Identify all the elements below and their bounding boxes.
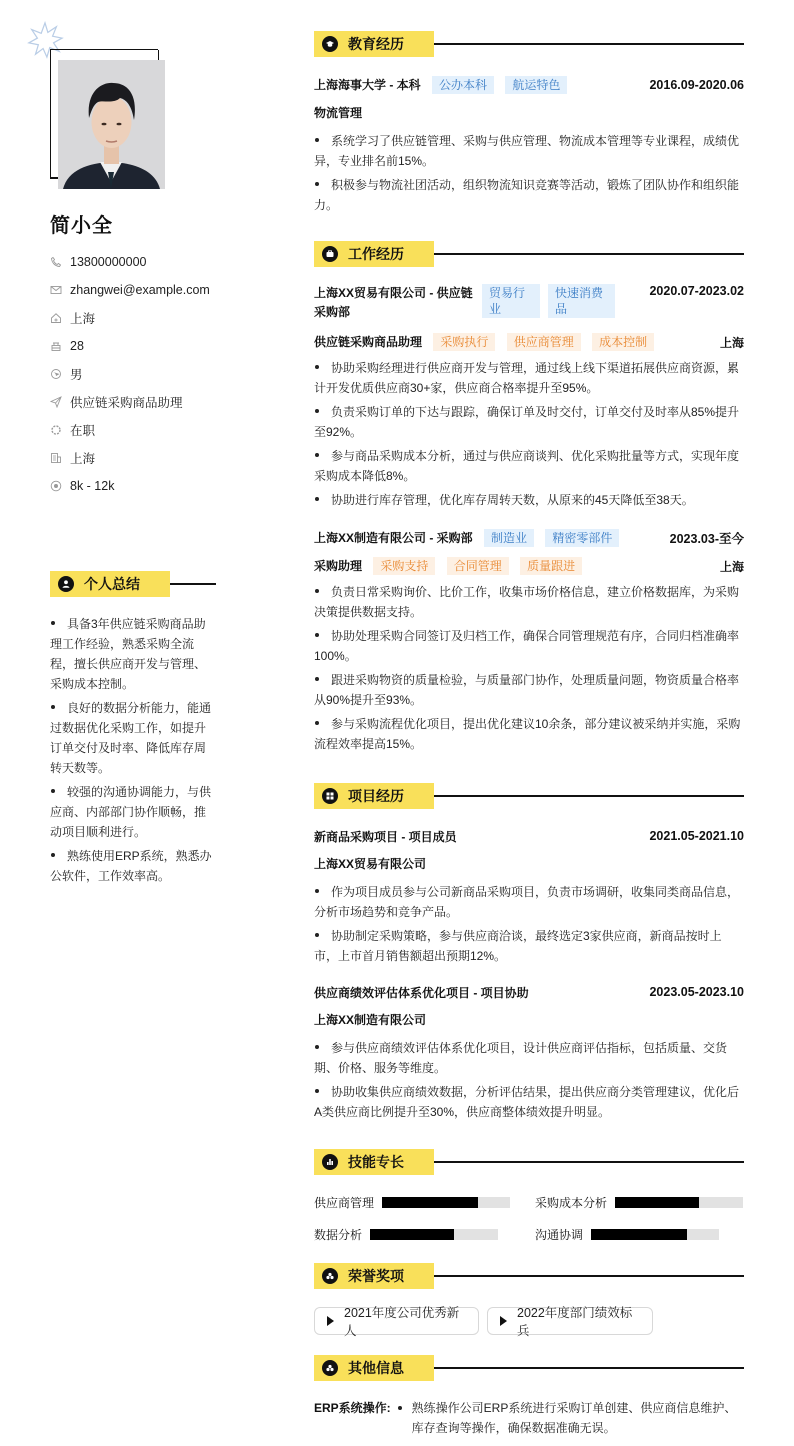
industry-tag: 贸易行业 (482, 284, 540, 318)
section-tag (314, 241, 434, 267)
other-label: ERP系统操作: (314, 1401, 391, 1415)
skill-name: 采购成本分析 (535, 1196, 608, 1210)
section-header-other (314, 1355, 744, 1381)
section-title: 荣誉奖项 (348, 1268, 404, 1284)
section-title: 其他信息 (348, 1360, 404, 1376)
info-phone (50, 248, 210, 276)
section-header-summary (50, 571, 216, 597)
skill-bar (370, 1229, 498, 1240)
award-icon (322, 1268, 338, 1284)
education-entry (314, 75, 744, 219)
job-city: 上海 (719, 335, 744, 350)
job-role: 供应链采购商品助理 (314, 335, 423, 349)
work-bullet: 协助进行库存管理，优化库存周转天数，从原来的45天降低至38天。 (314, 490, 744, 510)
section-divider (434, 795, 744, 796)
award-item (487, 1306, 653, 1338)
school-tag: 航运特色 (505, 76, 567, 94)
contact-info-list (50, 248, 210, 500)
job-date: 2020.07-2023.02 (649, 284, 744, 298)
summary-item: 较强的沟通协调能力，与供应商、内部部门协作顺畅，推动项目顺利进行。 (50, 785, 212, 839)
work-bullet: 负责采购订单的下达与跟踪，确保订单及时交付，订单交付及时率从85%提升至92%。 (314, 405, 740, 439)
section-title: 个人总结 (84, 576, 140, 592)
project-company: 上海XX贸易有限公司 (314, 857, 427, 871)
education-date: 2016.09-2020.06 (649, 78, 744, 92)
project-bullet: 协助收集供应商绩效数据，分析评估结果，提出供应商分类管理建议，优化后A类供应商比例提升至30%，供应商整体绩效提升明显。 (314, 1085, 740, 1119)
industry-tag: 精密零部件 (545, 529, 619, 547)
section-header-awards (314, 1263, 744, 1289)
status-icon (50, 424, 62, 436)
section-divider (434, 253, 744, 254)
skill-name: 沟通协调 (535, 1228, 584, 1242)
skill-tag: 供应商管理 (507, 333, 581, 351)
award-item (314, 1306, 479, 1338)
info-city (50, 444, 210, 472)
section-divider (434, 1161, 744, 1162)
location-value: 上海 (70, 312, 96, 326)
email-value: zhangwei@example.com (70, 283, 210, 297)
major: 物流管理 (314, 106, 363, 120)
skill-tag: 采购执行 (433, 333, 495, 351)
info-gender (50, 360, 210, 388)
education-bullet: 系统学习了供应链管理、采购与供应管理、物流成本管理等专业课程，成绩优异，专业排名前15%。 (314, 134, 740, 168)
briefcase-icon (322, 246, 338, 262)
cake-icon (50, 340, 62, 352)
industry-tag: 制造业 (484, 529, 534, 547)
skill-tag: 合同管理 (447, 557, 509, 575)
city-value: 上海 (70, 452, 96, 466)
project-bullet: 参与供应商绩效评估体系优化项目，设计供应商评估指标，包括质量、交货期、价格、服务等维度。 (314, 1041, 728, 1075)
project-date: 2021.05-2021.10 (649, 829, 744, 843)
skill-data-analysis (314, 1226, 498, 1243)
candidate-name: 简小全 (50, 215, 113, 237)
school-name: 上海海事大学 - 本科 (314, 78, 421, 92)
section-title: 项目经历 (348, 788, 404, 804)
school-tag: 公办本科 (432, 76, 494, 94)
section-title: 技能专长 (348, 1154, 404, 1170)
company-name: 上海XX制造有限公司 - 采购部 (314, 531, 473, 545)
skill-communication (535, 1226, 719, 1243)
home-icon (50, 312, 62, 324)
project-entry (314, 826, 744, 970)
section-header-skills (314, 1149, 744, 1175)
skill-name: 供应商管理 (314, 1196, 375, 1210)
work-bullet: 参与采购流程优化项目，提出优化建议10余条，部分建议被采纳并实施，采购流程效率提高15%。 (314, 717, 741, 751)
project-name: 供应商绩效评估体系优化项目 - 项目协助 (314, 985, 529, 1000)
skill-tag: 成本控制 (592, 333, 654, 351)
section-divider (170, 583, 216, 584)
section-tag (314, 1149, 434, 1175)
section-tag (314, 1355, 434, 1381)
section-divider (434, 1367, 744, 1368)
project-company: 上海XX制造有限公司 (314, 1013, 427, 1027)
bar-chart-icon (322, 1154, 338, 1170)
section-header-work (314, 241, 744, 267)
section-header-education (314, 31, 744, 57)
summary-item: 良好的数据分析能力，能通过数据优化采购工作，如提升订单交付及时率、降低库存周转天数等。 (50, 701, 212, 775)
project-name: 新商品采购项目 - 项目成员 (314, 829, 457, 844)
skill-bar (615, 1197, 743, 1208)
project-date: 2023.05-2023.10 (649, 985, 744, 999)
info-icon (322, 1360, 338, 1376)
section-title: 工作经历 (348, 246, 404, 262)
section-divider (434, 43, 744, 44)
info-salary (50, 472, 210, 500)
section-tag (314, 31, 434, 57)
other-bullet (397, 1398, 744, 1438)
mail-icon (50, 284, 62, 296)
other-text: 熟练操作公司ERP系统进行采购订单创建、供应商信息维护、库存查询等操作，确保数据准确无误。 (411, 1401, 737, 1435)
skill-cost-analysis (535, 1194, 743, 1211)
info-age (50, 332, 210, 360)
person-icon (58, 576, 74, 592)
project-bullet: 作为项目成员参与公司新商品采购项目，负责市场调研，收集同类商品信息，分析市场趋势和竞争产品。 (314, 885, 740, 919)
award-label: 2022年度部门绩效标兵 (517, 1306, 633, 1338)
job-date: 2023.03-至今 (669, 532, 744, 546)
section-tag (314, 1263, 434, 1289)
phone-value: 13800000000 (70, 255, 147, 269)
gender-value: 男 (70, 368, 83, 382)
grid-icon (322, 788, 338, 804)
summary-item: 具备3年供应链采购商品助理工作经验，熟悉采购全流程，擅长供应商开发与管理、采购成本控制。 (50, 617, 207, 691)
age-value: 28 (70, 339, 84, 353)
triangle-icon (327, 1316, 334, 1326)
skill-name: 数据分析 (314, 1228, 363, 1242)
section-header-projects (314, 783, 744, 809)
education-bullet: 积极参与物流社团活动，组织物流知识竞赛等活动，锻炼了团队协作和组织能力。 (314, 178, 740, 212)
other-info-entry (314, 1398, 744, 1438)
send-icon (50, 396, 62, 408)
skill-tag: 采购支持 (373, 557, 435, 575)
work-bullet: 协助处理采购合同签订及归档工作，确保合同管理规范有序，合同归档准确率100%。 (314, 629, 740, 663)
work-bullet: 负责日常采购询价、比价工作，收集市场价格信息，建立价格数据库，为采购决策提供数据支持。 (314, 585, 740, 619)
status-value: 在职 (70, 424, 96, 438)
info-location (50, 304, 210, 332)
summary-item: 熟练使用ERP系统，熟悉办公软件，工作效率高。 (50, 849, 212, 883)
skill-bar (382, 1197, 510, 1208)
industry-tag: 快速消费品 (548, 284, 615, 318)
info-email (50, 276, 210, 304)
job-role: 采购助理 (314, 559, 363, 573)
skill-tag: 质量跟进 (520, 557, 582, 575)
summary-list (50, 614, 216, 890)
project-entry (314, 982, 744, 1126)
section-divider (434, 1275, 744, 1276)
company-name: 上海XX贸易有限公司 - 供应链采购部 (314, 286, 473, 319)
salary-value: 8k - 12k (70, 479, 115, 493)
graduation-cap-icon (322, 36, 338, 52)
skill-supplier-management (314, 1194, 510, 1211)
triangle-icon (500, 1316, 507, 1326)
skill-bar (591, 1229, 719, 1240)
salary-icon (50, 480, 62, 492)
phone-icon (50, 256, 62, 268)
work-entry (314, 284, 744, 514)
building-icon (50, 452, 62, 464)
info-status (50, 416, 210, 444)
avatar (58, 60, 165, 189)
work-entry (314, 528, 744, 758)
info-position (50, 388, 210, 416)
work-bullet: 跟进采购物资的质量检验，与质量部门协作，处理质量问题，物资质量合格率从90%提升至93%。 (314, 673, 740, 707)
job-city: 上海 (719, 559, 744, 574)
section-tag (314, 783, 434, 809)
award-label: 2021年度公司优秀新人 (344, 1306, 460, 1338)
gender-icon (50, 368, 62, 380)
project-bullet: 协助制定采购策略，参与供应商洽谈，最终选定3家供应商，新商品按时上市，上市首月销售额超出预期12%。 (314, 929, 722, 963)
section-title: 教育经历 (348, 36, 404, 52)
position-value: 供应链采购商品助理 (70, 396, 183, 410)
work-bullet: 协助采购经理进行供应商开发与管理，通过线上线下渠道拓展供应商资源，累计开发优质供应商30+家，供应商合格率提升至95%。 (314, 361, 740, 395)
section-tag (50, 571, 170, 597)
work-bullet: 参与商品采购成本分析，通过与供应商谈判、优化采购批量等方式，实现年度采购成本降低8%。 (314, 449, 740, 483)
